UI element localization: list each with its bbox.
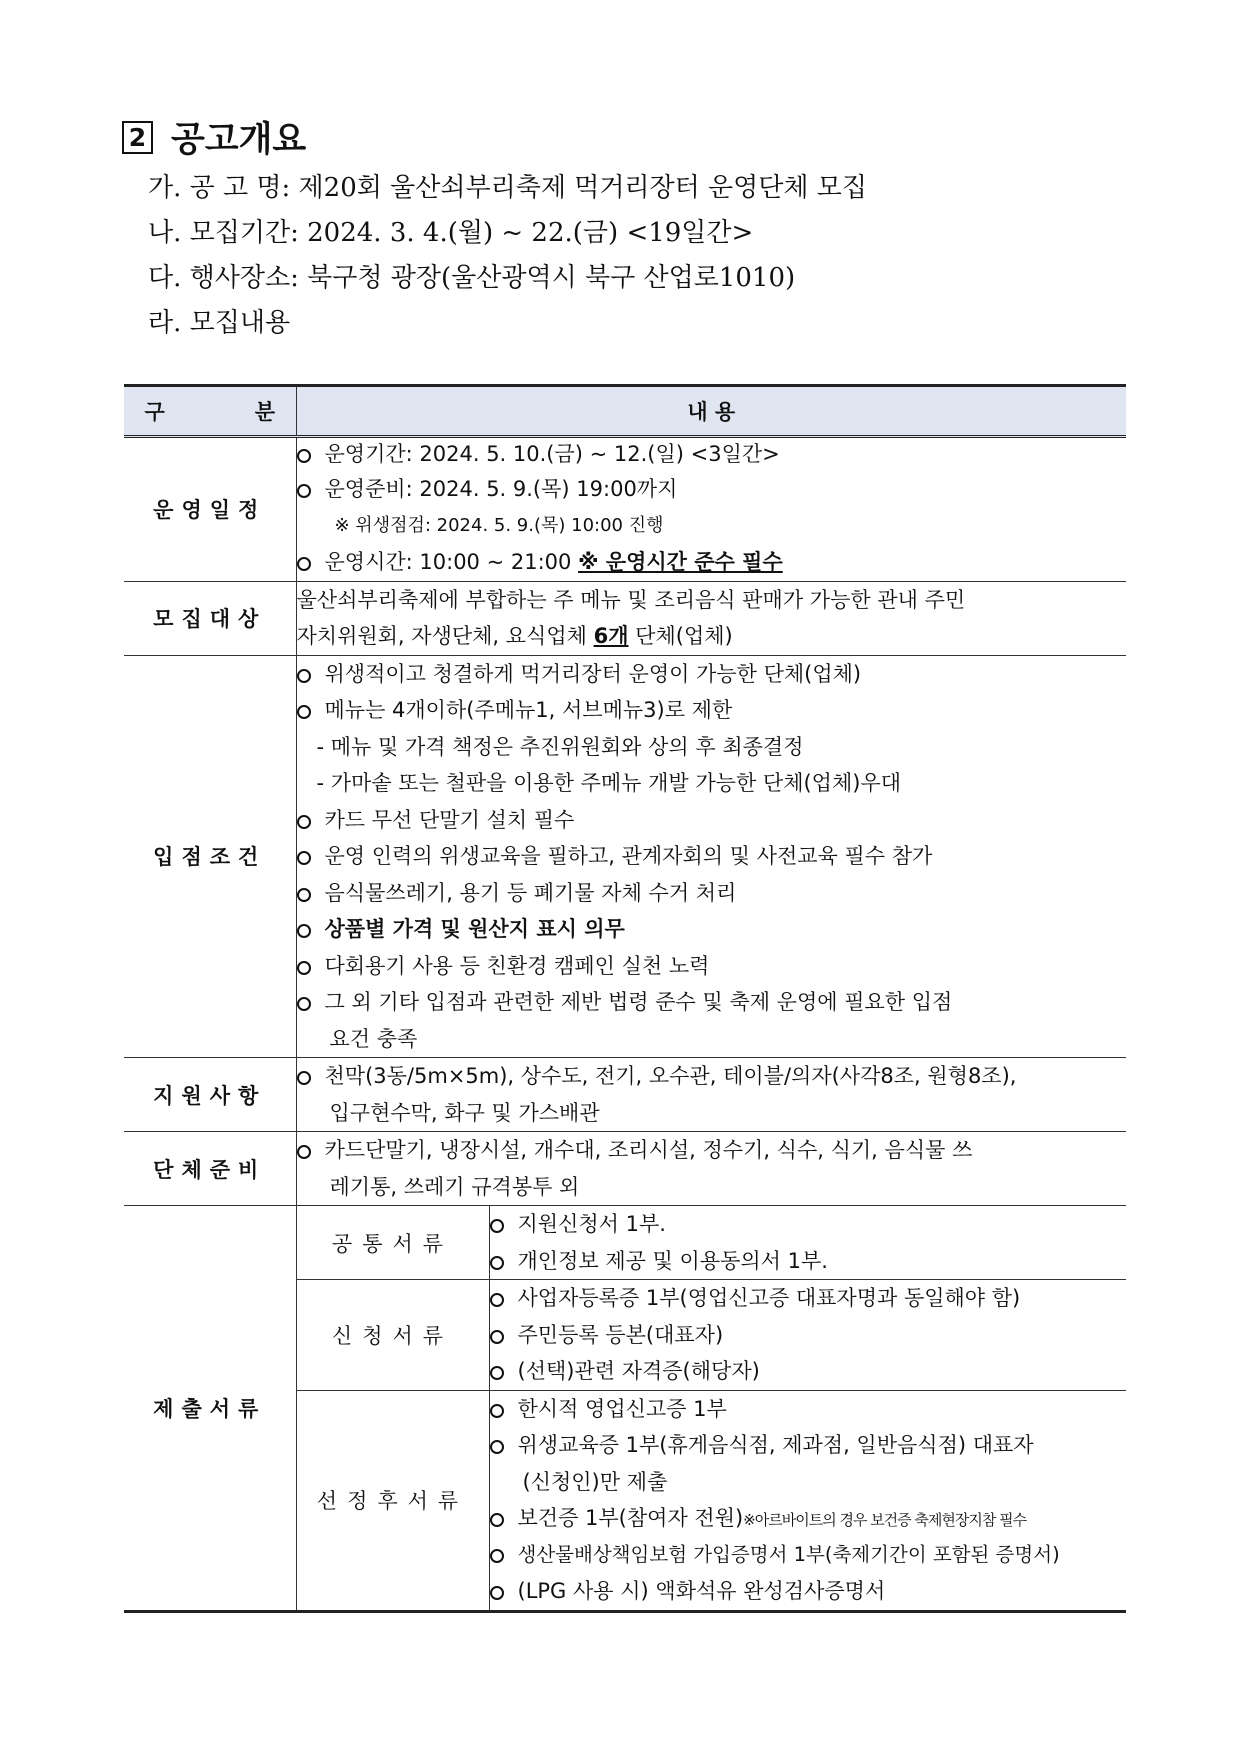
section-heading [122,112,306,162]
table-header-row [124,386,1126,437]
row-label-ops: 운영일정 [124,437,296,582]
row-content-support: 천막(3동/5m×5m), 상수도, 전기, 오수관, 테이블/의자(사각8조, 원형8조), 입구현수막, 화구 및 가스배관 [296,1058,1126,1132]
overview-item-title: 가. 공 고 명: 제20회 울산쇠부리축제 먹거리장터 운영단체 모집 [148,173,868,203]
circle-bullet-icon [297,815,311,829]
recruitment-table [124,384,1126,1613]
circle-bullet-icon [490,1404,504,1418]
circle-bullet-icon [490,1366,504,1380]
circle-bullet-icon [297,1145,311,1159]
table-row [124,1132,1126,1206]
sub-label-post-selection: 선정후서류 [296,1390,489,1611]
header-content: 내 용 [296,386,1126,437]
circle-bullet-icon [297,1071,311,1085]
circle-bullet-icon [297,924,311,938]
health-cert-note: ※아르바이트의 경우 보건증 축제현장지참 필수 [743,1511,1027,1529]
circle-bullet-icon [297,705,311,719]
circle-bullet-icon [490,1219,504,1233]
table-row [124,437,1126,582]
team-count: 6개 [593,624,629,648]
row-label-support: 지원사항 [124,1058,296,1132]
overview-item-venue: 다. 행사장소: 북구청 광장(울산광역시 북구 산업로1010) [148,263,796,293]
row-label-documents: 제출서류 [124,1206,296,1612]
circle-bullet-icon [490,1440,504,1454]
sub-content-application: 사업자등록증 1부(영업신고증 대표자명과 동일해야 함) 주민등록 등본(대표자) (선택)관련 자격증(해당자) [489,1280,1126,1391]
circle-bullet-icon [490,1549,504,1563]
row-content-target: 울산쇠부리축제에 부합하는 주 메뉴 및 조리음식 판매가 가능한 관내 주민 자치위원회, 자생단체, 요식업체 6개 단체(업체) [296,581,1126,655]
overview-list [148,166,867,346]
circle-bullet-icon [490,1256,504,1270]
sub-label-common: 공통서류 [296,1206,489,1280]
sub-label-application: 신청서류 [296,1280,489,1391]
row-content-preparation: 카드단말기, 냉장시설, 개수대, 조리시설, 정수기, 식수, 식기, 음식물 쓰 레기통, 쓰레기 규격봉투 외 [296,1132,1126,1206]
operating-hours-notice: ※ 운영시간 준수 필수 [578,550,783,574]
sub-content-post-selection: 한시적 영업신고증 1부 위생교육증 1부(휴게음식점, 제과점, 일반음식점) 대표자 (신청인)만 제출 보건증 1부(참여자 전원)※아르바이트의 경우 보건증 축제현장지참 필수 생산물배상책임보험 가입증명서 1부(축제기간이 포함된 증명서) (LPG 사용 시) 액화석유 완성검사증명서 [489,1390,1126,1611]
row-content-ops: 운영기간: 2024. 5. 10.(금) ~ 12.(일) <3일간> 운영준비: 2024. 5. 9.(목) 19:00까지 ※ 위생점검: 2024. 5. 9.(목) 10:00 진행 운영시간: 10:00 ~ 21:00 ※ 운영시간 준수 필수 [296,437,1126,582]
row-content-conditions: 위생적이고 청결하게 먹거리장터 운영이 가능한 단체(업체) 메뉴는 4개이하(주메뉴1, 서브메뉴3)로 제한 - 메뉴 및 가격 책정은 추진위원회와 상의 후 최종결정 - 가마솥 또는 철판을 이용한 주메뉴 개발 가능한 단체(업체)우대 카드 무선 단말기 설치 필수 운영 인력의 위생교육을 필하고, 관계자회의 및 사전교육 필수 참가 음식물쓰레기, 용기 등 폐기물 자체 수거 처리 상품별 가격 및 원산지 표시 의무 다회용기 사용 등 친환경 캠페인 실천 노력 그 외 기타 입점과 관련한 제반 법령 준수 및 축제 운영에 필요한 입점 요건 충족 [296,655,1126,1058]
circle-bullet-icon [490,1513,504,1527]
circle-bullet-icon [297,557,311,571]
circle-bullet-icon [297,484,311,498]
circle-bullet-icon [297,449,311,463]
section-title: 공고개요 [171,120,307,160]
circle-bullet-icon [490,1586,504,1600]
table-row [124,1058,1126,1132]
row-label-conditions: 입점조건 [124,655,296,1058]
circle-bullet-icon [490,1330,504,1344]
circle-bullet-icon [297,851,311,865]
circle-bullet-icon [297,997,311,1011]
table-row [124,1206,1126,1280]
circle-bullet-icon [297,669,311,683]
overview-item-period: 나. 모집기간: 2024. 3. 4.(월) ~ 22.(금) <19일간> [148,218,754,248]
sub-content-common: 지원신청서 1부. 개인정보 제공 및 이용동의서 1부. [489,1206,1126,1280]
circle-bullet-icon [297,961,311,975]
section-number-box: 2 [122,121,153,154]
circle-bullet-icon [297,888,311,902]
table-row [124,655,1126,1058]
header-category: 구 분 [124,386,296,437]
circle-bullet-icon [490,1293,504,1307]
row-label-target: 모집대상 [124,581,296,655]
row-label-preparation: 단체준비 [124,1132,296,1206]
overview-item-contents: 라. 모집내용 [148,308,291,338]
table-row [124,581,1126,655]
